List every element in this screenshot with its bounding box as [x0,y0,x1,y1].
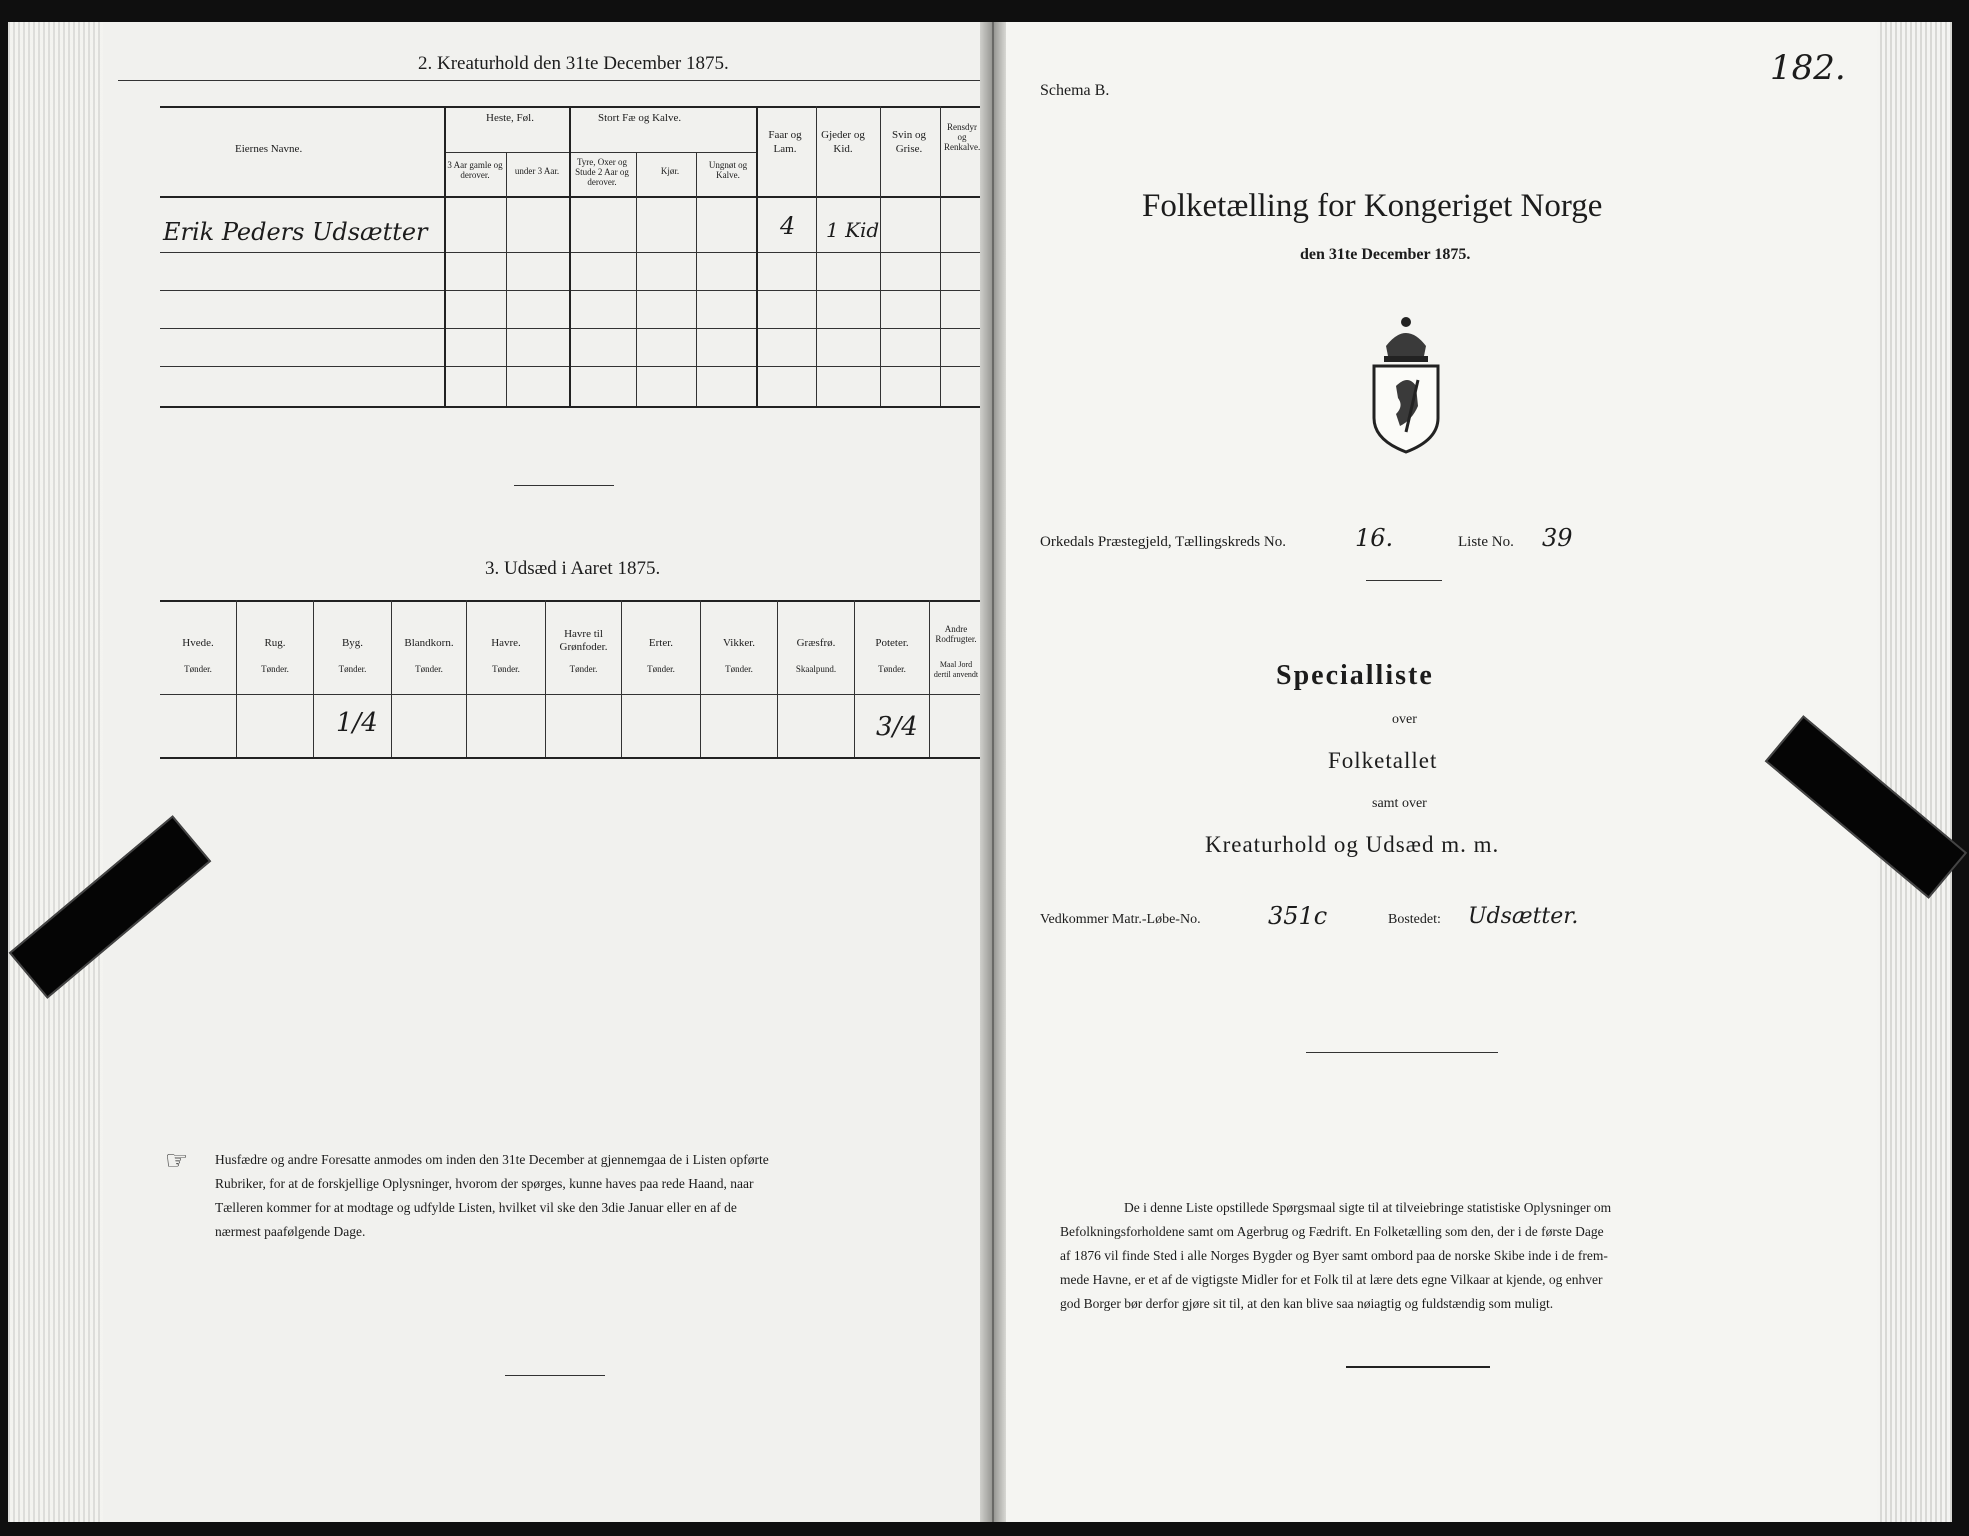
separator [505,1375,605,1376]
matr-label: Vedkommer Matr.-Løbe-No. [1040,912,1201,927]
norway-coat-of-arms-icon [1366,308,1446,454]
horses-subrule [445,152,569,153]
col-rodfrugter: Andre Rodfrugter. [935,624,977,644]
table3-col-rule [545,600,546,757]
table2-bottom-rule [160,406,980,408]
col-blandkorn: Blandkorn. [404,637,454,649]
section3-title: 3. Udsæd i Aaret 1875. [485,558,661,579]
schema-label: Schema B. [1040,82,1110,99]
table2-col-rule [940,106,941,406]
samt-over-text: samt over [1372,796,1427,811]
cattle-header: Stort Fæ og Kalve. [598,112,682,124]
left-page [8,22,992,1522]
pigs-header: Svin og Grise. [892,129,926,155]
table2-col-rule [696,152,697,406]
goats-header: Gjeder og Kid. [821,129,865,155]
folketallet-text: Folketallet [1328,748,1438,773]
cattle-sub3: Ungnøt og Kalve. [708,160,748,180]
list-number: 39 [1542,524,1573,552]
table3-bottom-rule [160,757,980,759]
separator [1366,580,1442,581]
notice-line-2: Rubriker, for at de forskjellige Oplysninger, hvorom der spørges, kunne haves paa rede Haand, naar [215,1176,754,1191]
footer-line-1: De i denne Liste opstillede Spørgsmaal sigte til at tilveiebringe statistiske Oplysninger om [1124,1200,1612,1215]
separator [1346,1366,1490,1368]
owner-name: Erik Peders Udsætter [163,218,428,246]
notice-line-4: nærmest paafølgende Dage. [215,1224,366,1239]
unit-rodfrugter: Maal Jord dertil anvendt [933,660,979,679]
unit-hvede: Tønder. [184,664,212,674]
table2-col-rule [636,152,637,406]
footer-line-4: mede Havne, er et af de vigtigste Midler for et Folk til at lære dets egne Vilkaar at kjende, og enhver [1060,1272,1603,1287]
col-byg: Byg. [341,637,364,649]
reindeer-header: Rensdyr og Renkalve. [944,122,980,152]
divider [118,80,980,81]
horses-sub1: 3 Aar gamle og derover. [447,160,503,180]
horses-sub2: under 3 Aar. [514,166,560,176]
sheep-count: 4 [780,212,796,240]
footer-line-5: god Borger bør derfor gjøre sit til, at den kan blive saa nøiagtig og fuldstændig som muligt. [1060,1296,1554,1311]
col-vikker: Vikker. [722,637,756,649]
table3-col-rule [313,600,314,757]
table3-col-rule [700,600,701,757]
list-label: Liste No. [1458,534,1514,550]
col-graesfro: Græsfrø. [796,637,836,649]
notice-line-1: Husfædre og andre Foresatte anmodes om inden den 31te December at gjennemgaa de i Listen opførte [215,1152,769,1167]
unit-poteter: Tønder. [878,664,906,674]
unit-rug: Tønder. [261,664,289,674]
section2-title: 2. Kreaturhold den 31te December 1875. [418,53,729,74]
col-erter: Erter. [648,637,674,649]
separator [1306,1052,1498,1053]
pointing-hand-icon: ☞ [165,1146,189,1175]
table2-col-rule [880,106,881,406]
goats-count: 1 Kid [826,218,880,242]
book-gutter [980,22,1006,1522]
unit-havre-gronfoder: Tønder. [569,664,598,674]
table3-col-rule [236,600,237,757]
col-havre-gronfoder: Havre til Grønfoder. [559,628,608,653]
table3-col-rule [854,600,855,757]
separator [514,485,614,486]
district-number: 16. [1355,524,1394,552]
table3-top-rule [160,600,980,602]
table3-col-rule [466,600,467,757]
table2-col-rule [756,106,758,406]
bosted-value: Udsætter. [1468,904,1579,929]
owner-header: Eiernes Navne. [235,143,303,155]
table3-col-rule [621,600,622,757]
cattle-sub2: Kjør. [660,166,680,176]
table3-col-rule [777,600,778,757]
footer-line-3: af 1876 vil finde Sted i alle Norges Bygder og Byer samt ombord paa de norske Skibe inde i de frem- [1060,1248,1608,1263]
census-date: den 31te December 1875. [1300,246,1471,263]
table2-col-rule [506,152,507,406]
page-number: 182. [1770,48,1846,88]
unit-vikker: Tønder. [725,664,753,674]
specialliste-heading: Specialliste [1276,660,1434,691]
unit-byg: Tønder. [338,664,367,674]
unit-erter: Tønder. [647,664,675,674]
footer-line-2: Befolkningsforholdene samt om Agerbrug og Fædrift. En Folketælling som den, der i de første Dage [1060,1224,1604,1239]
byg-value: 1/4 [336,708,378,738]
col-hvede: Hvede. [182,637,214,649]
col-rug: Rug. [264,637,286,649]
table2-col-rule [816,106,817,406]
table2-col-rule [444,106,446,406]
poteter-value: 3/4 [876,712,918,742]
census-title: Folketælling for Kongeriget Norge [1142,188,1603,224]
table3-col-rule [929,600,930,757]
horses-header: Heste, Føl. [486,112,534,124]
col-havre: Havre. [491,637,521,649]
unit-blandkorn: Tønder. [415,664,443,674]
sheep-header: Faar og Lam. [768,129,802,155]
cattle-subrule [570,152,757,153]
over-text: over [1392,712,1417,727]
unit-graesfro: Skaalpund. [795,664,837,674]
bosted-label: Bostedet: [1388,912,1441,927]
table3-col-rule [391,600,392,757]
notice-line-3: Tælleren kommer for at modtage og udfylde Listen, hvilket vil ske den 3die Januar eller en af de [215,1200,737,1215]
unit-havre: Tønder. [492,664,520,674]
table3-header-rule [160,694,980,695]
cattle-sub1: Tyre, Oxer og Stude 2 Aar og derover. [575,157,629,187]
col-poteter: Poteter. [875,637,909,649]
table2-col-rule [569,106,571,406]
kreaturhold-text: Kreaturhold og Udsæd m. m. [1205,832,1500,857]
matr-number: 351c [1268,902,1328,930]
parish-label: Orkedals Præstegjeld, Tællingskreds No. [1040,534,1286,550]
